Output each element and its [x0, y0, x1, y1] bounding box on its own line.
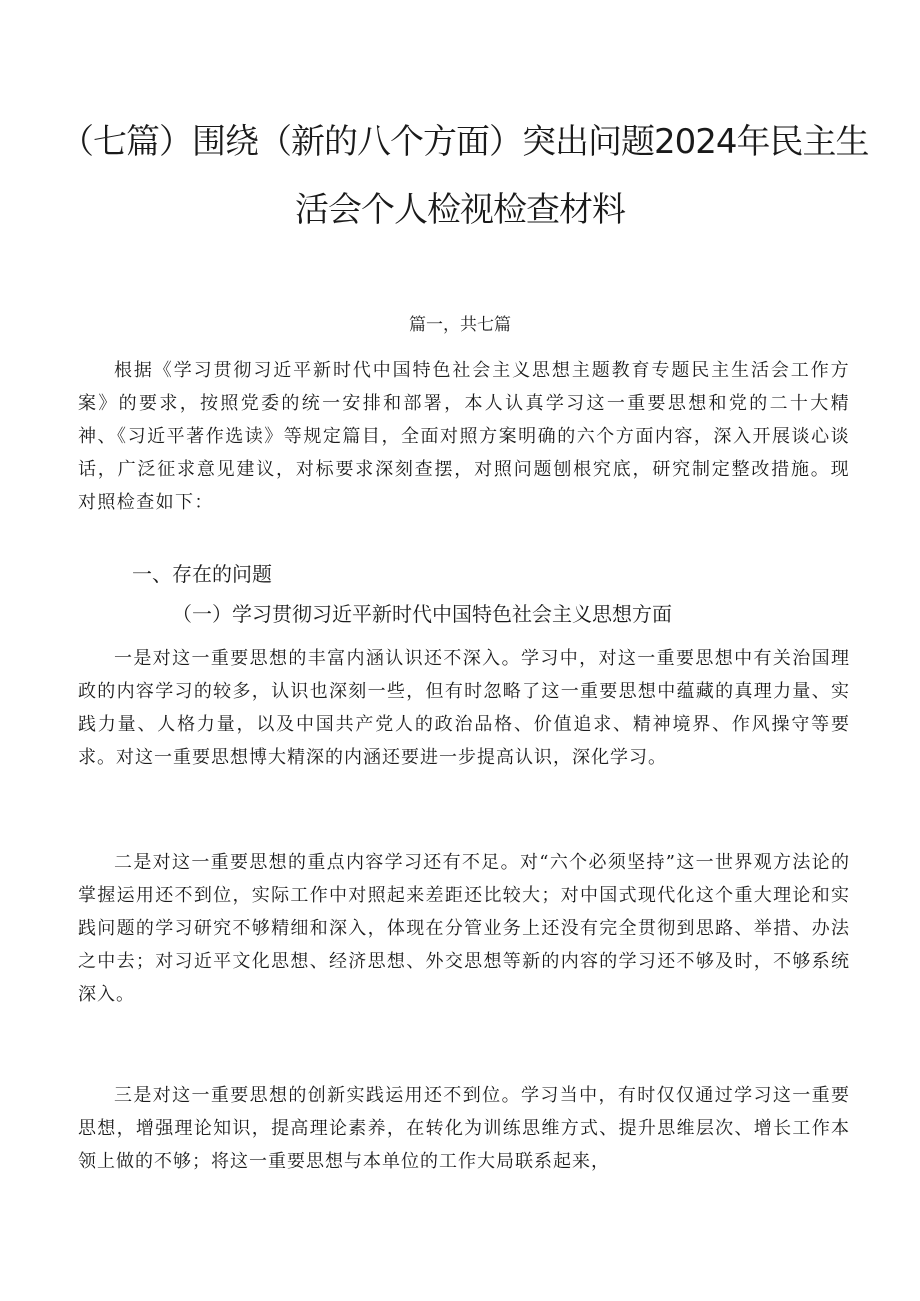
intro-paragraph: 根据《学习贯彻习近平新时代中国特色社会主义思想主题教育专题民主生活会工作方案》的要求，按照党委的统一安排和部署，本人认真学习这一重要思想和党的二十大精神、《习近平著作选读》等规定篇目，全面对照方案明确的六个方面内容，深入开展谈心谈话，广泛征求意见建议，对标要求深刻查摆，对照问题刨根究底，研究制定整改措施。现对照检查如下：: [78, 360, 850, 513]
title-line-1: （七篇）围绕（新的八个方面）突出问题2024年民主生: [60, 122, 869, 162]
body-paragraph-1: 一是对这一重要思想的丰富内涵认识还不深入。学习中，对这一重要思想中有关治国理政的内容学习的较多，认识也深刻一些，但有时忽略了这一重要思想中蕴藏的真理力量、实践力量、人格力量，以及中国共产党人的政治品格、价值追求、精神境界、作风操守等要求。对这一重要思想博大精深的内涵还要进一步提高认识，深化学习。: [78, 648, 850, 768]
subsection-heading: （一）学习贯彻习近平新时代中国特色社会主义思想方面: [172, 602, 672, 626]
document-subtitle: 篇一，共七篇: [409, 315, 511, 335]
body-paragraph-3: 三是对这一重要思想的创新实践运用还不到位。学习当中，有时仅仅通过学习这一重要思想，增强理论知识，提高理论素养，在转化为训练思维方式、提升思维层次、增长工作本领上做的不够；将这一重要思想与本单位的工作大局联系起来，: [78, 1085, 850, 1172]
document-title: [60, 122, 869, 230]
title-line-2: 活会个人检视检查材料: [295, 190, 625, 230]
section-heading: 一、存在的问题: [132, 562, 272, 586]
body-paragraph-2: 二是对这一重要思想的重点内容学习还有不足。对“六个必须坚持”这一世界观方法论的掌握运用还不到位，实际工作中对照起来差距还比较大；对中国式现代化这个重大理论和实践问题的学习研究不够精细和深入，体现在分管业务上还没有完全贯彻到思路、举措、办法之中去；对习近平文化思想、经济思想、外交思想等新的内容的学习还不够及时，不够系统深入。: [78, 852, 850, 1005]
